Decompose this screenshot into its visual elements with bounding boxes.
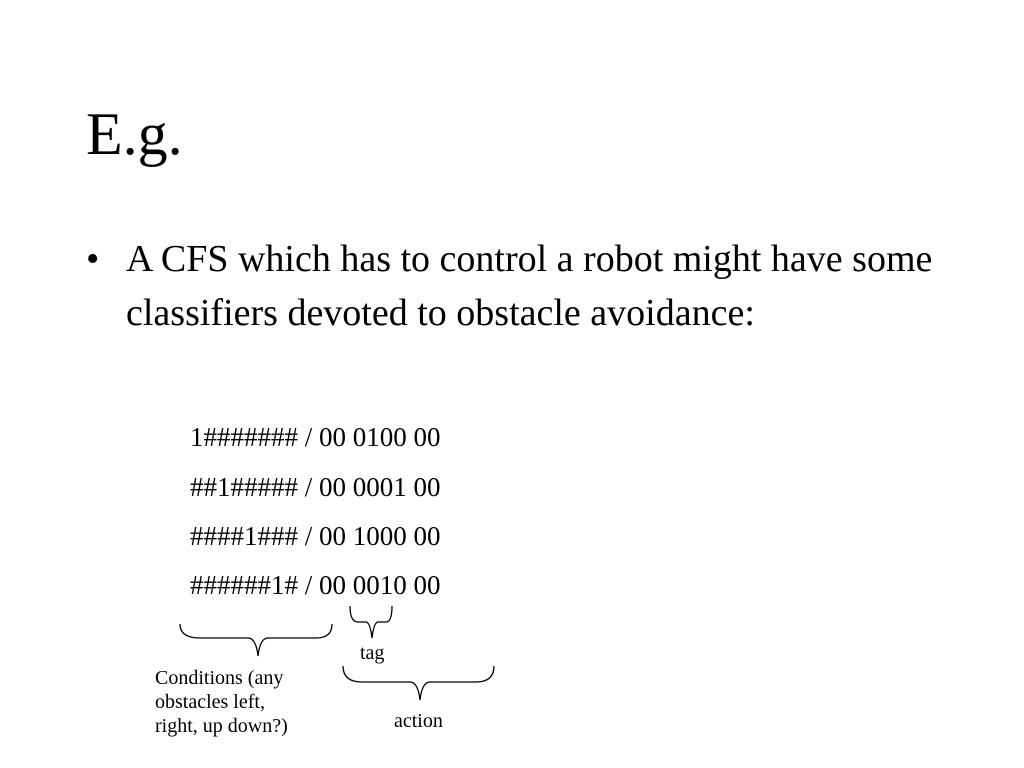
slide-title: E.g.: [86, 101, 183, 167]
tag-label: tag: [360, 642, 385, 664]
classifier-rule-3: ####1### / 00 1000 00: [190, 521, 441, 551]
classifier-rule-4: ######1# / 00 0010 00: [190, 570, 441, 600]
classifier-rule-1: 1####### / 00 0100 00: [190, 422, 441, 452]
bullet-marker: •: [86, 238, 100, 280]
conditions-label-line3: right, up down?): [155, 715, 288, 737]
bullet-text: A CFS which has to control a robot might have some classifiers devoted to obstacle avoidance:: [126, 238, 933, 334]
classifier-rule-2: ##1##### / 00 0001 00: [190, 472, 441, 502]
conditions-brace: [180, 624, 332, 656]
conditions-label-line1: Conditions (any: [155, 667, 284, 689]
action-brace: [343, 666, 494, 700]
tag-brace: [350, 606, 392, 638]
conditions-label-line2: obstacles left,: [155, 691, 265, 713]
action-label: action: [394, 710, 443, 732]
